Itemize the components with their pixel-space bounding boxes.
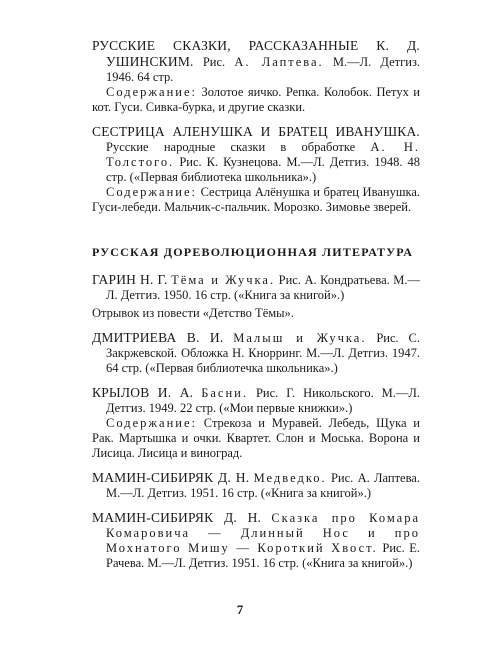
entry-author: РУССКИЕ СКАЗКИ, РАССКАЗАННЫЕ К. Д. УШИНСКИМ.	[92, 38, 420, 69]
entry-publication: Рис. Г. Никольского. М.—Л. Детгиз. 1949. 22 стр. («Мои первые книжки».)	[106, 386, 420, 415]
entry-title: Медведко.	[253, 471, 327, 485]
entry-note: Отрывок из повести «Детство Тёмы».	[92, 306, 294, 320]
entry-title: Сказка про Комара Комаровича — Длинный Нос и про Мохнатого Мишу — Короткий Хвост.	[106, 511, 421, 555]
entry-contents	[92, 185, 420, 215]
entry-publication: Рис. К. Кузнецова. М.—Л. Детгиз. 1948. 48 стр. («Первая библиотека школьника».)	[106, 155, 420, 184]
entry-illustrator: А. Н. Толстого.	[106, 140, 420, 169]
contents-text: Сестрица Алёнушка и братец Иванушка. Гуси-лебеди. Мальчик-с-пальчик. Морозко. Зимовье зверей.	[92, 185, 420, 214]
entry-dmitrieva	[92, 330, 420, 376]
contents-label: Содержание:	[106, 416, 197, 430]
entry-author: СЕСТРИЦА АЛЕНУШКА И БРАТЕЦ ИВАНУШКА.	[92, 124, 420, 139]
entry-author: МАМИН-СИБИРЯК Д. Н.	[92, 470, 250, 485]
entry-title: Малыш и Жучка.	[233, 331, 367, 345]
entry-author: ДМИТРИЕВА В. И.	[92, 330, 224, 345]
entry-contents	[92, 85, 420, 115]
entry-title: Басни.	[201, 386, 248, 400]
contents-label: Содержание:	[106, 85, 197, 99]
entry-head	[92, 272, 420, 303]
entry-head	[92, 385, 420, 416]
contents-text: Золотое яичко. Репка. Колобок. Петух и кот. Гуси. Сивка-бурка, и другие сказки.	[92, 85, 420, 114]
entry-title: Тёма и Жучка.	[171, 273, 276, 287]
entry-garin	[92, 272, 420, 321]
entry-pre: Рис.	[202, 55, 226, 69]
entry-pre: Русские народные сказки в обработке	[106, 140, 356, 154]
entry-contents	[92, 416, 420, 461]
page-number: 7	[236, 602, 244, 617]
entry-krylov	[92, 385, 420, 461]
contents-text: Стрекоза и Муравей. Лебедь, Щука и Рак. Мартышка и очки. Квартет. Слон и Моська. Ворона и Лисица. Лисица и виноград.	[92, 416, 420, 460]
section-heading: РУССКАЯ ДОРЕВОЛЮЦИОННАЯ ЛИТЕРАТУРА	[92, 245, 414, 259]
entry-publication: Рис. А. Лаптева. М.—Л. Детгиз. 1951. 16 стр. («Книга за книгой».)	[106, 471, 420, 500]
entry-author: КРЫЛОВ И. А.	[92, 385, 194, 400]
entry-head	[92, 124, 420, 185]
entry-publication: Рис. А. Кондратьева. М.—Л. Детгиз. 1950. 16 стр. («Книга за книгой».)	[106, 273, 421, 302]
entry-head	[92, 330, 420, 376]
entry-head	[92, 510, 420, 571]
entry-publication: М.—Л. Детгиз. 1946. 64 стр.	[106, 55, 421, 84]
entry-head	[92, 470, 420, 501]
entry-publication: Рис. Е. Рачева. М.—Л. Детгиз. 1951. 16 стр. («Книга за книгой».)	[106, 541, 421, 570]
entry-mamin-komar	[92, 510, 420, 571]
entry-illustrator: А. Лаптева.	[234, 55, 324, 69]
entry-head	[92, 38, 420, 85]
entry-author: ГАРИН Н. Г.	[92, 272, 168, 287]
entry-author: МАМИН-СИБИРЯК Д. Н.	[92, 510, 262, 525]
entry-ushinsky	[92, 38, 420, 115]
contents-label: Содержание:	[106, 185, 197, 199]
entry-alenushka	[92, 124, 420, 215]
entry-publication: Рис. С. Закржевской. Обложка Н. Кнорринг. М.—Л. Детгиз. 1947. 64 стр. («Первая библиотечка школьника».)	[106, 331, 421, 375]
entry-mamin-medvedko	[92, 470, 420, 501]
